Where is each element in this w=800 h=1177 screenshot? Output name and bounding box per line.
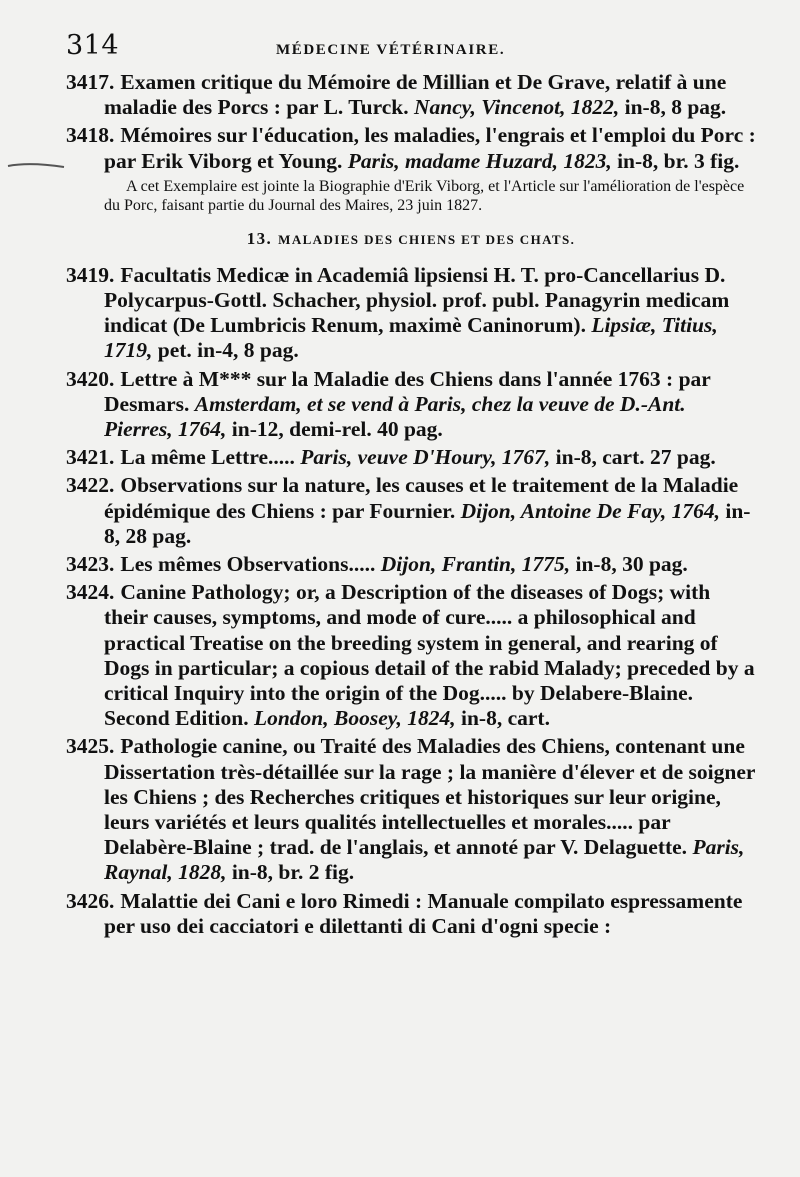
entry-number: 3421.	[66, 445, 115, 470]
entry-number: 3419.	[66, 262, 115, 287]
entry-text: Pathologie canine, ou Traité des Maladies des Chiens, contenant une Dissertation très-détaillée sur la rage ; la manière d'élever et de soigner les Chiens ; des Recherches critiques et historiques sur leur origine, leurs variétés et leurs qualités intellectuelles et morales..... par Delabère-Blaine ; trad. de l'anglais, et annoté par V. Delaguette.	[104, 734, 756, 860]
catalog-entry	[66, 734, 756, 885]
entry-format: in-8, 8 pag.	[619, 95, 727, 120]
entries-top	[66, 70, 756, 174]
entry-number: 3422.	[66, 473, 115, 498]
entry-text: Lettre à M*** sur la Maladie des Chiens dans l'année 1763 : par Desmars.	[104, 366, 711, 416]
entry-number: 3426.	[66, 888, 115, 913]
entry-format: in-8, 28 pag.	[104, 498, 751, 548]
entry-text: Examen critique du Mémoire de Millian et De Grave, relatif à une maladie des Porcs : par L. Turck.	[104, 70, 727, 120]
entry-number: 3417.	[66, 70, 115, 94]
running-head: MÉDECINE VÉTÉRINAIRE.	[276, 42, 506, 58]
entry-text: Observations sur la nature, les causes et le traitement de la Maladie épidémique des Chiens : par Fournier.	[104, 473, 739, 523]
entry-text: Les mêmes Observations.....	[120, 552, 376, 577]
section-title: MALADIES DES CHIENS ET DES CHATS.	[278, 231, 576, 247]
catalog-entry	[66, 70, 756, 120]
section-heading	[66, 229, 756, 249]
entry-imprint: Dijon, Frantin, 1775,	[380, 552, 571, 577]
catalog-entry	[66, 552, 756, 577]
entry-format: pet. in-4, 8 pag.	[152, 338, 299, 363]
entry-number: 3425.	[66, 734, 115, 759]
entry-text: Malattie dei Cani e loro Rimedi : Manuale compilato espressamente per uso dei cacciatori e dilettanti di Cani d'ogni specie :	[104, 888, 743, 938]
page-number: 314	[66, 30, 120, 61]
entry-number: 3423.	[66, 552, 115, 577]
entry-format: in-8, br. 2 fig.	[226, 860, 355, 885]
catalog-entry	[66, 445, 756, 470]
entry-imprint: London, Boosey, 1824,	[253, 706, 456, 731]
entry-imprint: Nancy, Vincenot, 1822,	[414, 95, 620, 120]
entry-format: in-12, demi-rel. 40 pag.	[226, 417, 443, 442]
catalog-entry	[66, 580, 756, 731]
entry-format: in-8, br. 3 fig.	[611, 148, 740, 173]
entry-imprint: Paris, madame Huzard, 1823,	[347, 148, 612, 173]
entry-imprint: Amsterdam, et se vend à Paris, chez la veuve de D.-Ant. Pierres, 1764,	[104, 391, 686, 442]
margin-pencil-mark	[6, 160, 66, 170]
page-header	[66, 30, 756, 70]
entry-text: Mémoires sur l'éducation, les maladies, l'engrais et l'emploi du Porc : par Erik Viborg et Young.	[104, 123, 756, 173]
entry-note: A cet Exemplaire est jointe la Biographie d'Erik Viborg, et l'Article sur l'amélioration de l'espèce du Porc, faisant partie du Journal des Maires, 23 juin 1827.	[104, 177, 745, 214]
entry-imprint: Paris, Raynal, 1828,	[104, 835, 745, 885]
entries-bottom	[66, 263, 756, 939]
entry-text: La même Lettre.....	[120, 445, 295, 470]
entry-format: in-8, cart. 27 pag.	[550, 445, 716, 470]
entry-number: 3418.	[66, 123, 115, 148]
entry-text: Canine Pathology; or, a Description of the diseases of Dogs; with their causes, symptoms, and mode of cure..... a philosophical and practical Treatise on the breeding system in general, and rearing of Dogs in particular; a copious detail of the rabid Malady; preceded by a critical Inquiry into the origin of the Dog..... by Delabere-Blaine. Second Edition.	[104, 580, 755, 731]
catalog-entry	[66, 263, 756, 364]
entry-number: 3420.	[66, 366, 115, 391]
entry-format: in-8, cart.	[455, 706, 550, 731]
catalog-entry	[66, 123, 756, 173]
entry-imprint: Dijon, Antoine De Fay, 1764,	[460, 498, 720, 523]
section-number: 13.	[246, 228, 273, 248]
entry-format: in-8, 30 pag.	[570, 552, 688, 577]
catalog-entry	[66, 473, 756, 549]
entry-imprint: Lipsiæ, Titius, 1719,	[104, 313, 718, 363]
catalog-entry	[66, 889, 756, 939]
entry-text: Facultatis Medicæ in Academiâ lipsiensi H. T. pro-Cancellarius D. Polycarpus-Gottl. Schacher, physiol. prof. publ. Panagyrin medicam indicat (De Lumbricis Renum, maximè Caninorum).	[104, 262, 730, 338]
entry-number: 3424.	[66, 580, 115, 605]
catalog-entry	[66, 367, 756, 443]
entry-imprint: Paris, veuve D'Houry, 1767,	[300, 445, 551, 470]
